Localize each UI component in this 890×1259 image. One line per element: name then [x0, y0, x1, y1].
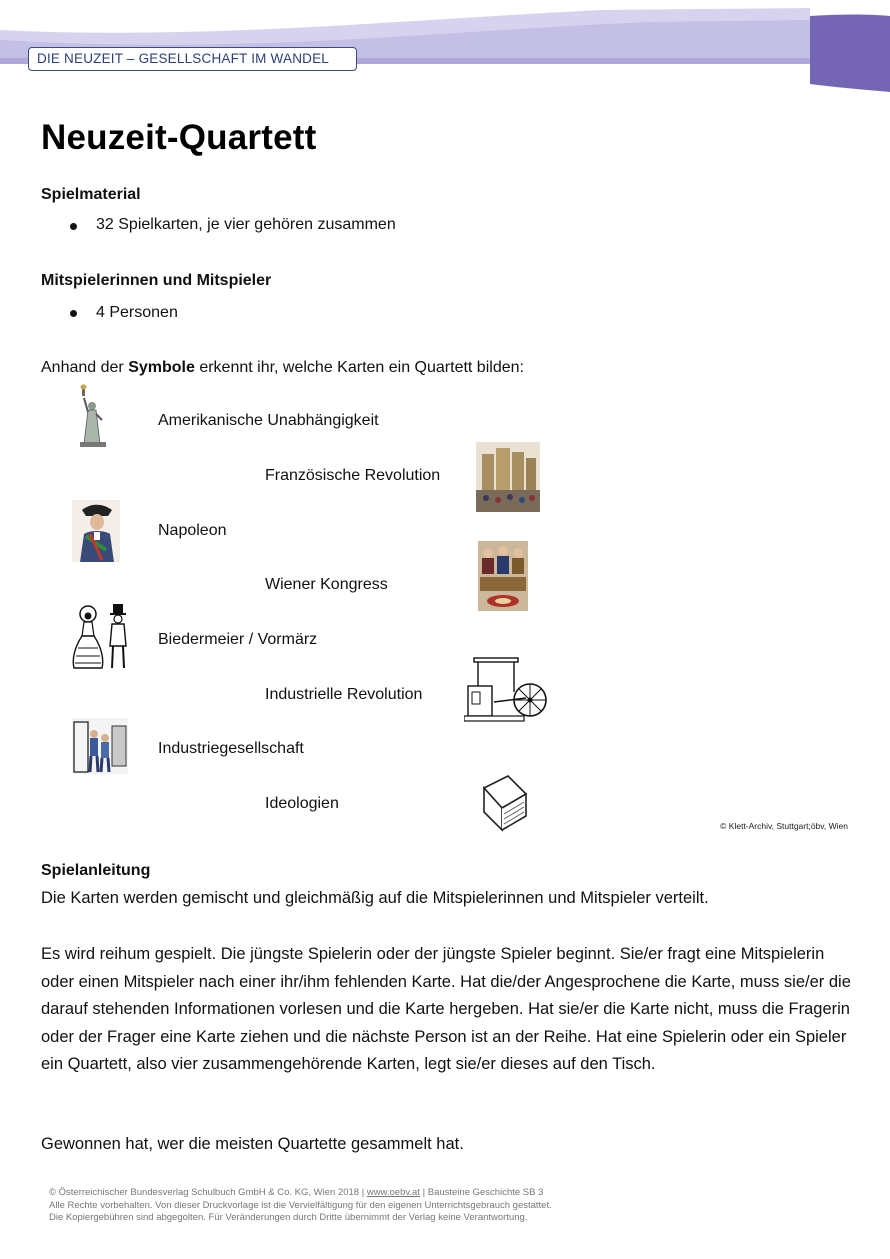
factory-workers-icon [72, 718, 128, 774]
bastille-icon [476, 442, 540, 512]
congress-painting-icon [478, 541, 528, 611]
symbol-label: Napoleon [158, 522, 227, 539]
instructions-heading: Spielanleitung [41, 862, 151, 879]
page-title: Neuzeit-Quartett [41, 118, 317, 157]
players-heading: Mitspielerinnen und Mitspieler [41, 272, 272, 289]
instructions-paragraph: Gewonnen hat, wer die meisten Quartette gesammelt hat. [41, 1135, 464, 1153]
footer-publisher: © Österreichischer Bundesverlag Schulbuch GmbH & Co. KG, Wien 2018 | [49, 1187, 367, 1198]
symbols-intro-before: Anhand der [41, 359, 129, 376]
instructions-paragraph: Die Karten werden gemischt und gleichmäßig auf die Mitspielerinnen und Mitspieler verteilt. [41, 889, 709, 907]
biedermeier-couple-icon [70, 602, 134, 672]
symbol-label: Französische Revolution [265, 467, 441, 484]
book-icon [478, 772, 530, 832]
series-label: DIE NEUZEIT – GESELLSCHAFT IM WANDEL [28, 47, 357, 71]
statue-of-liberty-icon [72, 384, 114, 448]
napoleon-portrait-icon [72, 500, 120, 562]
footer-line: Die Kopiergebühren sind abgegolten. Für Veränderungen durch Dritte übernimmt der Verlag keine Verantwortung. [49, 1212, 528, 1223]
symbol-label: Amerikanische Unabhängigkeit [158, 412, 379, 429]
publisher-link[interactable]: www.oebv.at [366, 1187, 420, 1198]
symbols-intro-bold: Symbole [128, 359, 195, 376]
footer-series: | Bausteine Geschichte SB 3 [419, 1187, 544, 1198]
symbol-label: Biedermeier / Vormärz [158, 631, 318, 648]
footer-line [49, 1187, 552, 1200]
page-footer [49, 1187, 552, 1225]
symbol-label: Ideologien [265, 795, 339, 812]
instructions-paragraph: Es wird reihum gespielt. Die jüngste Spielerin oder der jüngste Spieler beginnt. Sie/er fragt eine Mitspielerin oder einen Mitspieler nach einer ihr/ihm fehlenden Karte. Hat die/der Angesprochene die Karte, muss sie/er die darauf stehenden Informationen vorlesen und die Karte hergeben. Hat sie/er die Karte nicht, muss die Fragerin oder der Frager eine Karte ziehen und die nächste Person ist an der Reihe. Hat eine Spielerin oder ein Spieler ein Quartett, also vier zusammengehörende Karten, legt sie/er dieses auf den Tisch. [41, 945, 851, 1073]
footer-line: Alle Rechte vorbehalten. Von dieser Druckvorlage ist die Vervielfältigung für den eigenen Unterrichtsgebrauch gestattet. [49, 1199, 552, 1211]
symbols-intro-after: erkennt ihr, welche Karten ein Quartett bilden: [194, 359, 524, 376]
symbol-label: Industriegesellschaft [158, 740, 304, 757]
symbol-label: Industrielle Revolution [265, 686, 423, 703]
symbols-intro [41, 359, 524, 377]
bullet-dot [70, 310, 77, 317]
material-heading: Spielmaterial [41, 186, 141, 203]
players-item: 4 Personen [96, 304, 178, 321]
symbol-label: Wiener Kongress [265, 576, 388, 593]
image-credit: © Klett-Archiv, Stuttgart;öbv, Wien [720, 821, 848, 831]
steam-engine-icon [464, 656, 548, 722]
bullet-dot [70, 223, 77, 230]
material-item: 32 Spielkarten, je vier gehören zusammen [96, 216, 396, 233]
